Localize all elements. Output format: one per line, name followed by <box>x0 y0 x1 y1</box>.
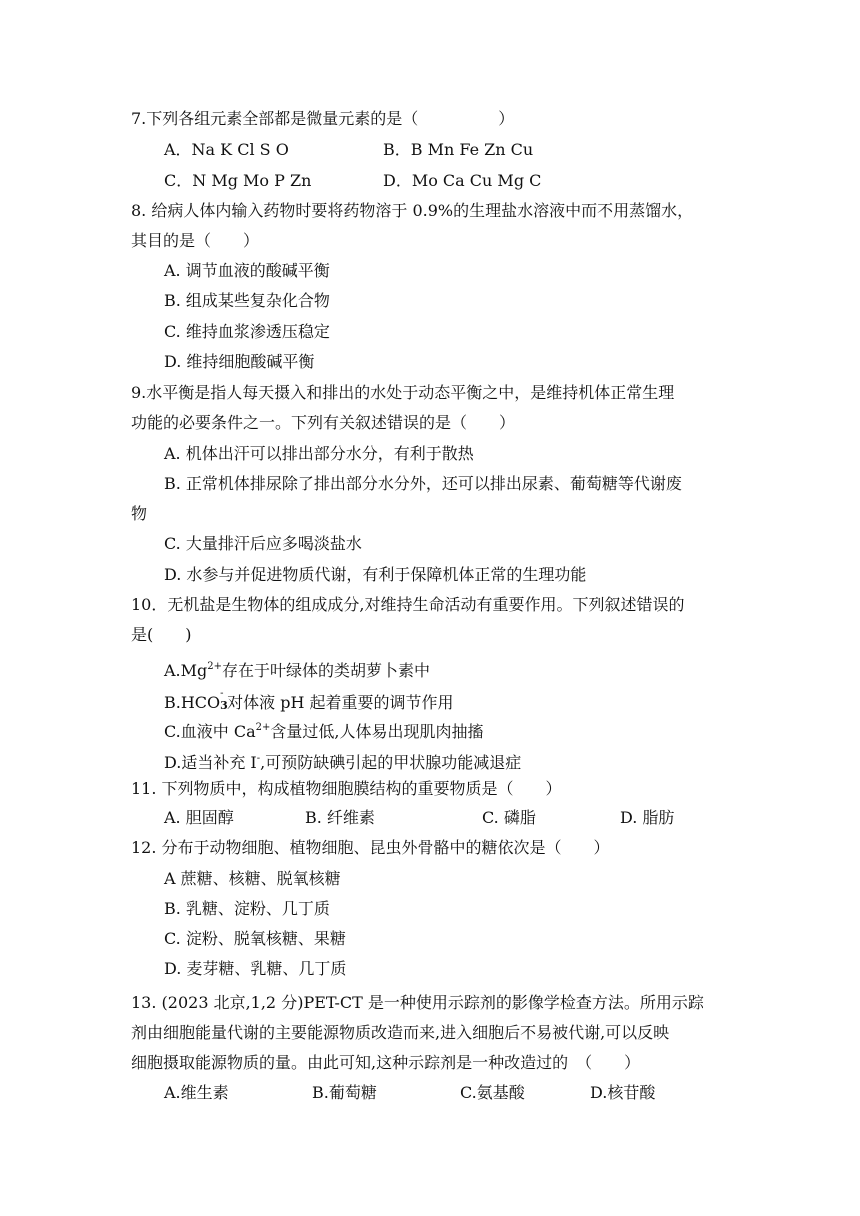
q8-stem-line2: 其目的是（ ） <box>131 231 260 250</box>
q7-option-d: D．Mo Ca Cu Mg C <box>383 171 542 190</box>
q10-option-a-post: 存在于叶绿体的类胡萝卜素中 <box>222 661 431 680</box>
q10-option-b-pre: B.HCO <box>164 693 221 712</box>
q12-option-a: A 蔗糖、核糖、脱氧核糖 <box>164 869 341 888</box>
q9-stem-line1: 9.水平衡是指人每天摄入和排出的水处于动态平衡之中，是维持机体正常生理 <box>131 383 675 402</box>
q8-option-c: C. 维持血浆渗透压稳定 <box>164 322 330 341</box>
q12-option-b: B. 乳糖、淀粉、几丁质 <box>164 899 330 918</box>
q10-option-d-sup: - <box>256 753 261 764</box>
q10-option-a-sup: 2+ <box>207 661 223 672</box>
q12-option-d: D. 麦芽糖、乳糖、几丁质 <box>164 959 347 978</box>
q9-option-c: C. 大量排汗后应多喝淡盐水 <box>164 534 362 553</box>
q7-option-b: B．B Mn Fe Zn Cu <box>383 140 534 159</box>
q7-option-c: C．N Mg Mo P Zn <box>164 171 312 190</box>
q11-option-c: C. 磷脂 <box>482 808 536 827</box>
q10-option-d-post: ,可预防缺碘引起的甲状腺功能减退症 <box>260 753 522 772</box>
q10-option-c-pre: C.血液中 Ca <box>164 722 256 741</box>
q9-stem-line2: 功能的必要条件之一。下列有关叙述错误的是（ ） <box>131 413 516 432</box>
q11-option-d: D. 脂肪 <box>620 808 675 827</box>
q10-option-c-sup: 2+ <box>255 722 271 733</box>
q10-option-b-post: 对体液 pH 起着重要的调节作用 <box>227 693 454 712</box>
q13-stem-line2: 剂由细胞能量代谢的主要能源物质改造而来,进入细胞后不易被代谢,可以反映 <box>131 1023 670 1042</box>
q8-option-d: D. 维持细胞酸碱平衡 <box>164 352 315 371</box>
q13-stem-line1: 13. (2023 北京,1,2 分)PET-CT 是一种使用示踪剂的影像学检查方法。所用示踪 <box>131 993 704 1012</box>
q8-option-a: A. 调节血液的酸碱平衡 <box>164 261 330 280</box>
q9-option-d: D. 水参与并促进物质代谢，有利于保障机体正常的生理功能 <box>164 565 587 584</box>
q10-option-a <box>164 657 430 681</box>
q11-option-a: A. 胆固醇 <box>164 808 234 827</box>
q9-option-a: A. 机体出汗可以排出部分水分，有利于散热 <box>164 444 474 463</box>
q10-option-d-pre: D.适当补充 I <box>164 753 257 772</box>
q10-option-a-pre: A.Mg <box>164 661 208 680</box>
q8-stem-line1: 8. 给病人体内输入药物时要将药物溶于 0.9%的生理盐水溶液中而不用蒸馏水， <box>131 201 694 220</box>
q11-option-b: B. 纤维素 <box>305 808 375 827</box>
q13-stem-line3: 细胞摄取能源物质的量。由此可知,这种示踪剂是一种改造过的 （ ） <box>131 1053 641 1072</box>
q11-stem: 11. 下列物质中，构成植物细胞膜结构的重要物质是（ ） <box>131 779 562 798</box>
q9-option-b-line1: B. 正常机体排尿除了排出部分水分外，还可以排出尿素、葡萄糖等代谢废 <box>164 474 682 493</box>
q10-option-d <box>164 749 521 773</box>
q8-option-b: B. 组成某些复杂化合物 <box>164 291 330 310</box>
q13-option-b: B.葡萄糖 <box>312 1083 377 1102</box>
q10-option-b-sub: 3 <box>220 699 228 712</box>
q10-option-c-post: 含量过低,人体易出现肌肉抽搐 <box>270 722 484 741</box>
q12-stem: 12. 分布于动物细胞、植物细胞、昆虫外骨骼中的糖依次是（ ） <box>131 838 610 857</box>
q7-option-a: A．Na K Cl S O <box>164 140 289 159</box>
q9-option-b-line2: 物 <box>131 504 148 523</box>
q12-option-c: C. 淀粉、脱氧核糖、果糖 <box>164 929 346 948</box>
q10-stem-line1: 10．无机盐是生物体的组成成分,对维持生命活动有重要作用。下列叙述错误的 <box>131 595 685 614</box>
q7-stem: 7.下列各组元素全部都是微量元素的是（ ） <box>131 109 515 128</box>
q10-option-c <box>164 718 483 742</box>
q13-option-a: A.维生素 <box>164 1083 229 1102</box>
q10-option-b-sup: - <box>220 688 224 699</box>
q13-option-c: C.氨基酸 <box>460 1083 525 1102</box>
q13-option-d: D.核苷酸 <box>590 1083 656 1102</box>
q10-option-b <box>164 688 454 713</box>
q10-stem-line2: 是( ) <box>131 625 192 644</box>
